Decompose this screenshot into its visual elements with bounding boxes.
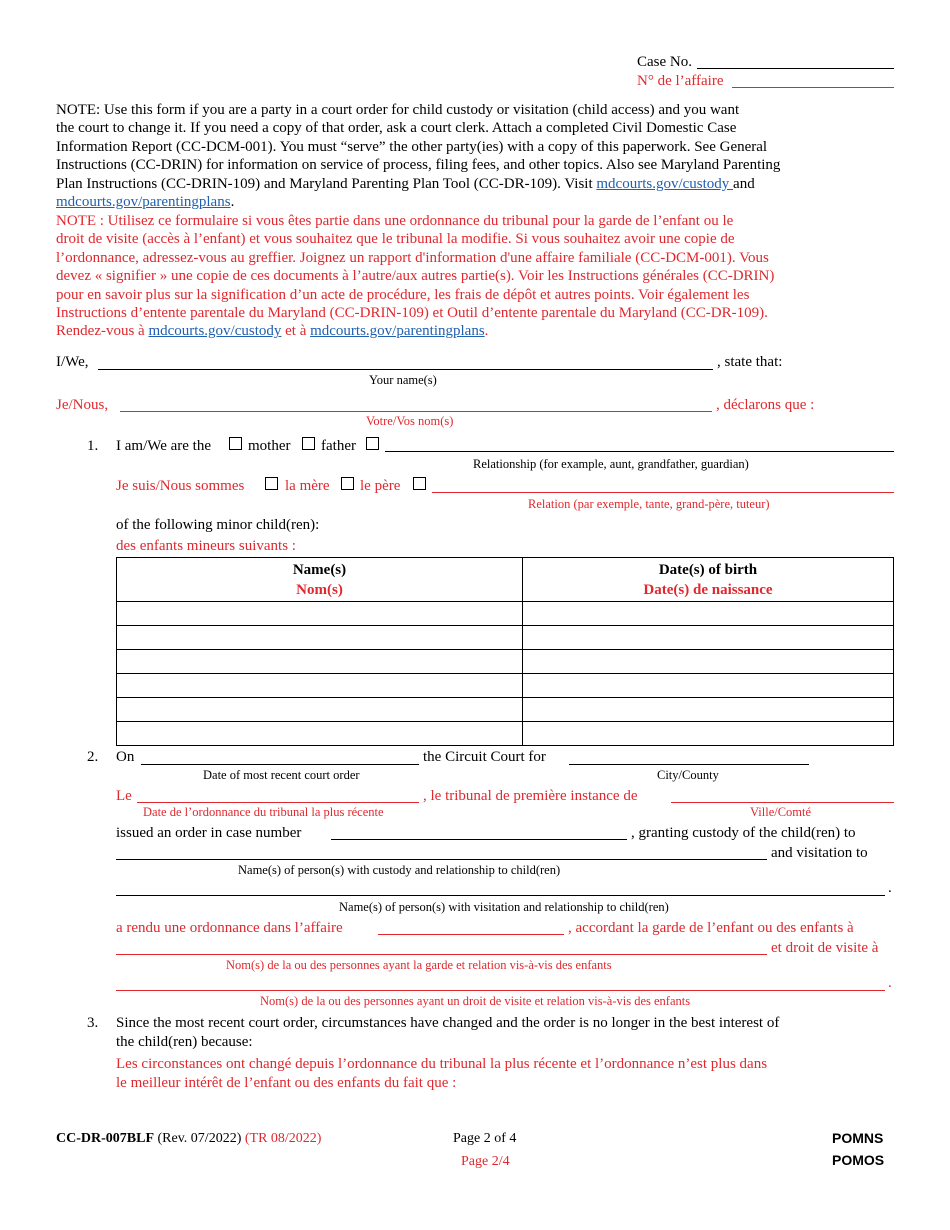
mother-checkbox[interactable] [229,437,242,450]
city-county-field[interactable] [569,764,809,765]
court-order-date-caption-fr: Date de l’ordonnance du tribunal la plus récente [143,805,384,819]
your-names-field[interactable] [98,369,713,370]
table-row [117,626,894,650]
city-county-caption: City/County [657,768,719,782]
children-label-fr: des enfants mineurs suivants : [116,538,296,554]
case-number-field-fr[interactable] [378,934,564,935]
case-no-label-fr: N° de l’affaire [637,73,724,89]
note-line-fr: pour en savoir plus sur la signification d’un acte de procédure, les frais de dépôt et autres points. Voir également les [56,286,750,303]
parentingplans-link-fr[interactable]: mdcourts.gov/parentingplans [310,323,485,340]
note-line: Plan Instructions (CC-DRIN-109) and Maryland Parenting Plan Tool (CC-DR-109). Visit mdcourts.gov/custody and [56,175,755,192]
court-order-date-field[interactable] [141,764,419,765]
item3-line1: Since the most recent court order, circumstances have changed and the order is no longer in the best interest of [116,1015,780,1031]
note-line: Information Report (CC-DCM-001). You must “serve” the other party(ies) with a copy of this paperwork. See General [56,138,768,155]
children-table-header [117,558,894,602]
visitation-persons-field[interactable] [116,895,885,896]
custody-persons-caption: Name(s) of person(s) with custody and relationship to child(ren) [238,863,561,877]
note-line-fr: NOTE : Utilisez ce formulaire si vous êtes partie dans une ordonnance du tribunal pour la garde de l’enfant ou le [56,213,734,229]
father-checkbox-fr[interactable] [341,477,354,490]
item3-line2-fr: le meilleur intérêt de l’enfant ou des enfants du fait que : [116,1075,457,1091]
footer-page-fr: Page 2/4 [461,1154,510,1169]
note-line-fr: Rendez-vous à mdcourts.gov/custody et à mdcourts.gov/parentingplans. [56,323,489,340]
parentingplans-link[interactable]: mdcourts.gov/parentingplans [56,194,231,211]
item2-period: . [888,880,892,896]
table-row [117,698,894,722]
child-dob-cell[interactable] [523,602,894,626]
note-line-fr: Instructions d’entente parentale du Maryland (CC-DRIN-109) et Outil d’entente parentale du Maryland (CC-DR-109). [56,305,768,322]
names-column-header: Name(s) Nom(s) [117,558,523,602]
relationship-field-fr[interactable] [432,492,894,493]
table-row [117,674,894,698]
item2-granting: , granting custody of the child(ren) to [631,825,856,841]
item2-on: On [116,749,135,765]
note-line-fr: devez « signifier » une copie de ces documents à l’autre/aux autres partie(s). Voir les Instructions générales (CC-DRIN) [56,268,775,285]
relationship-caption-fr: Relation (par exemple, tante, grand-père, tuteur) [528,497,770,511]
father-checkbox[interactable] [302,437,315,450]
dob-column-header: Date(s) of birth Date(s) de naissance [523,558,894,602]
your-names-caption-fr: Votre/Vos nom(s) [366,414,454,428]
visitation-persons-field-fr[interactable] [116,990,885,991]
relationship-field[interactable] [385,451,894,452]
item1-number: 1. [87,438,99,454]
note-line-fr: l’ordonnance, adressez-vous au greffier. Joignez un rapport d'information d'une affaire familiale (CC-DCM-001). Vous [56,249,769,266]
note-french [56,212,896,341]
visitation-persons-caption-fr: Nom(s) de la ou des personnes ayant un droit de visite et relation vis-à-vis des enfants [260,994,691,1008]
item2-period-fr: . [888,975,892,991]
child-dob-cell[interactable] [523,650,894,674]
mother-checkbox-fr[interactable] [265,477,278,490]
note-line: mdcourts.gov/parentingplans. [56,194,235,211]
iwe-suffix-fr: , déclarons que : [716,397,815,413]
note-english [56,101,896,211]
city-county-field-fr[interactable] [671,802,894,803]
child-name-cell[interactable] [117,698,523,722]
child-name-cell[interactable] [117,674,523,698]
other-relationship-checkbox[interactable] [366,437,379,450]
footer-code-fr: POMOS [832,1152,885,1168]
footer-page: Page 2 of 4 [453,1131,517,1146]
child-dob-cell[interactable] [523,722,894,746]
iwe-suffix: , state that: [717,354,783,370]
footer-form-id: CC-DR-007BLF (Rev. 07/2022) (TR 08/2022) [56,1131,322,1146]
item2-rendu: a rendu une ordonnance dans l’affaire [116,920,343,936]
custody-persons-caption-fr: Nom(s) de la ou des personnes ayant la garde et relation vis-à-vis des enfants [226,958,612,972]
father-label-fr: le père [360,478,401,494]
item2-accordant: , accordant la garde de l’enfant ou des enfants à [568,920,854,936]
court-order-date-field-fr[interactable] [137,802,419,803]
table-row [117,602,894,626]
case-no-field[interactable] [697,68,894,69]
case-no-label: Case No. [637,54,692,70]
case-number-field[interactable] [331,839,627,840]
your-names-caption: Your name(s) [369,373,437,387]
children-label: of the following minor child(ren): [116,517,320,533]
item1-lead-fr: Je suis/Nous sommes [116,478,245,494]
visitation-persons-caption: Name(s) of person(s) with visitation and relationship to child(ren) [339,900,669,914]
item3-number: 3. [87,1015,99,1031]
item3-line1-fr: Les circonstances ont changé depuis l’ordonnance du tribunal la plus récente et l’ordonnance n’est plus dans [116,1056,768,1072]
item1-lead: I am/We are the [116,438,211,454]
mother-label-fr: la mère [285,478,330,494]
item2-tribunal: , le tribunal de première instance de [423,788,638,804]
child-name-cell[interactable] [117,602,523,626]
table-row [117,650,894,674]
custody-persons-field-fr[interactable] [116,954,767,955]
city-county-caption-fr: Ville/Comté [750,805,812,819]
note-line-fr: droit de visite (accès à l’enfant) et vous souhaitez que le tribunal la modifie. Si vous souhaitez avoir une copie de [56,231,735,248]
court-order-date-caption: Date of most recent court order [203,768,360,782]
item3-line2: the child(ren) because: [116,1034,253,1050]
child-name-cell[interactable] [117,722,523,746]
mother-label: mother [248,438,291,454]
your-names-field-fr[interactable] [120,411,712,412]
child-name-cell[interactable] [117,650,523,674]
custody-link-fr[interactable]: mdcourts.gov/custody [148,323,282,340]
item2-visitation: and visitation to [771,845,868,861]
item2-number: 2. [87,749,99,765]
note-line: Instructions (CC-DRIN) for information on service of process, filing fees, and other topics. Also see Maryland Parenting [56,157,781,174]
table-row [117,722,894,746]
child-dob-cell[interactable] [523,674,894,698]
item2-circuit: the Circuit Court for [423,749,546,765]
custody-persons-field[interactable] [116,859,767,860]
children-table [116,557,894,746]
relationship-caption: Relationship (for example, aunt, grandfather, guardian) [473,457,749,471]
item2-droit: et droit de visite à [771,940,879,956]
other-relationship-checkbox-fr[interactable] [413,477,426,490]
footer-code: POMNS [832,1130,884,1146]
iwe-label-fr: Je/Nous, [56,397,109,413]
child-dob-cell[interactable] [523,626,894,650]
iwe-label: I/We, [56,354,89,370]
note-line: the court to change it. If you need a copy of that order, ask a court clerk. Attach a completed Civil Domestic Case [56,120,737,137]
child-dob-cell[interactable] [523,698,894,722]
father-label: father [321,438,356,454]
item2-le: Le [116,788,132,804]
note-line: NOTE: Use this form if you are a party in a court order for child custody or visitation (child access) and you want [56,102,740,118]
case-no-field-fr[interactable] [732,87,894,88]
child-name-cell[interactable] [117,626,523,650]
item2-issued: issued an order in case number [116,825,302,841]
custody-link[interactable]: mdcourts.gov/custody [596,175,734,192]
